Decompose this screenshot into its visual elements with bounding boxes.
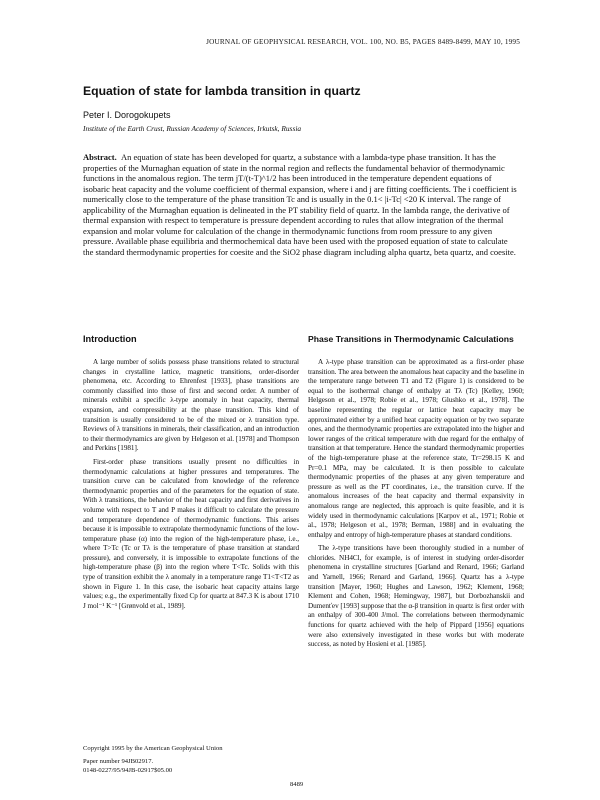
paper-number: Paper number 94JB02917. (83, 758, 154, 765)
copyright-notice: Copyright 1995 by the American Geophysical Union (83, 745, 223, 752)
issn-code: 0148-0227/95/94JB-02917$05.00 (83, 766, 173, 774)
article-title: Equation of state for lambda transition in quartz (83, 84, 361, 98)
paper-number-block (83, 758, 172, 775)
abstract-text: An equation of state has been developed for quartz, a substance with a lambda-type phase transition. It has the properties of the Murnaghan equation of state in the normal region and reflects the fundamental behavior of thermodynamic functions in the anomalous region. The term jT/(t-T)^1/2 has been introduced in the temperature dependent equations of isobaric heat capacity and the volume coefficient of thermal expansion, where i and j are fitting coefficients. The i coefficient is numerically close to the temperature of the phase transition Tc and is usually in the 0.1< |i-Tc| <20 K interval. The range of applicability of the Murnaghan equation is delineated in the PT stability field of quartz. In the lambda range, the derivative of thermal expansion with respect to temperature is pressure dependent according to rules that allow integration of the thermal expansion and molar volume for calculation of the change in thermodynamic functions from room pressure to any given pressure. Available phase equilibria and thermochemical data have been used with the proposed equation of state to calculate the standard thermodynamic properties for coesite and the SiO2 phase diagram including alpha quartz, beta quartz, and coesite. (83, 152, 517, 257)
author-affiliation: Institute of the Earth Crust, Russian Academy of Sciences, Irkutsk, Russia (83, 124, 302, 133)
running-head: JOURNAL OF GEOPHYSICAL RESEARCH, VOL. 100, NO. B5, PAGES 8489-8499, MAY 10, 1995 (206, 38, 520, 46)
abstract (83, 152, 519, 257)
phase-transitions-paragraph-2: The λ-type transitions have been thoroughly studied in a number of chlorides. NH4Cl, for example, is of interest in studying order-disorder phenomena in crystalline structures [Garland and Renard, 1966; Garland and Yarnell, 1966; Renard and Garland, 1966]. Quartz has a λ-type transition [Mayer, 1960; Hughes and Lawson, 1962; Klement, 1968; Klement and Cohen, 1968; Hemingway, 1987], but Dorbozhanskii and Dumenťev [1993] suppose that the α-β transition in quartz is first order with an enthalpy of 300-400 J/mol. The correlations between thermodynamic functions for quartz achieved with the help of Pippard [1956] equations were also extensively investigated in these works but with moderate success, as noted by Hosieni et al. [1985]. (308, 544, 524, 649)
left-column (83, 334, 299, 615)
introduction-paragraph-1: A large number of solids possess phase transitions related to structural changes in crystalline lattice, magnetic transitions, order-disorder phenomena, etc. According to Ehrenfest [1933], phase transitions are commonly classified into those of first and second order. A number of minerals exhibit a specific λ-type anomaly in heat capacity, thermal expansion, and compressibility at the phase transition. This kind of transition is usually considered to be of the mixed or λ transition type. Reviews of λ transitions in minerals, their classification, and an introduction to their thermodynamics are given by Helgeson et al. [1978] and Thompson and Perkins [1981]. (83, 358, 299, 453)
page-number: 8489 (290, 781, 304, 788)
abstract-label: Abstract. (83, 152, 117, 162)
phase-transitions-heading: Phase Transitions in Thermodynamic Calculations (308, 334, 514, 344)
phase-transitions-paragraph-1: A λ-type phase transition can be approximated as a first-order phase transition. The area between the anomalous heat capacity and the baseline in the temperature range between T1 and T2 (Figure 1) is considered to be equal to the isothermal change of enthalpy at Tλ (Tc) [Kelley, 1960; Helgeson et al., 1978; Robie et al., 1978; Glushko et al., 1978]. The baseline representing the regular or lattice heat capacity may be approximated either by a unified heat capacity equation or by two separate ones, and the thermodynamic properties are extrapolated into the higher and lower ranges of the critical temperature with due regard for the enthalpy of transition at that temperature. Hence the standard thermodynamic properties of the high-temperature phase at the reference state, Tr=298.15 K and Pr=0.1 MPa, may be calculated. It is then possible to calculate thermodynamic properties of the phases at any given temperature and pressure as well as the PT coordinates, i.e., the transition curve. If the anomalous increases of the heat capacity and thermal expansivity in anomalous range are neglected, this approach is quite feasible, and it is widely used in thermodynamic calculations [Karpov et al., 1971; Robie et al., 1978; Helgeson et al., 1978; Berman, 1988] and in evaluating the enthalpy and entropy of high-temperature phases at standard conditions. (308, 358, 524, 539)
introduction-paragraph-2: First-order phase transitions usually present no difficulties in thermodynamic calculations at higher pressures and temperatures. The transition curve can be calculated from knowledge of the reference thermodynamic properties and of the parameters for the equation of state. With λ transitions, the behavior of the heat capacity and first derivatives in volume with respect to T and P makes it difficult to calculate the pressure and temperature dependence of thermodynamic functions. This arises because it is impossible to extrapolate thermodynamic functions of the low-temperature phase (α) into the region of the high-temperature phase, i.e., where T>Tc (Tc or Tλ is the temperature of phase transition at standard pressure), and conversely, it is impossible to extrapolate functions of the high-temperature phase (β) into the region where T<Tc. Solids with this type of transition exhibit the λ anomaly in a temperature range T1<T<T2 as shown in Figure 1. In this case, the isobaric heat capacity attains large values; e.g., the experimentally fixed Cp for quartz at 847.3 K is about 1710 J mol⁻¹ K⁻¹ [Grønvold et al., 1989]. (83, 457, 299, 610)
introduction-heading: Introduction (83, 334, 137, 344)
right-column (308, 334, 524, 654)
author-name: Peter I. Dorogokupets (83, 110, 171, 120)
